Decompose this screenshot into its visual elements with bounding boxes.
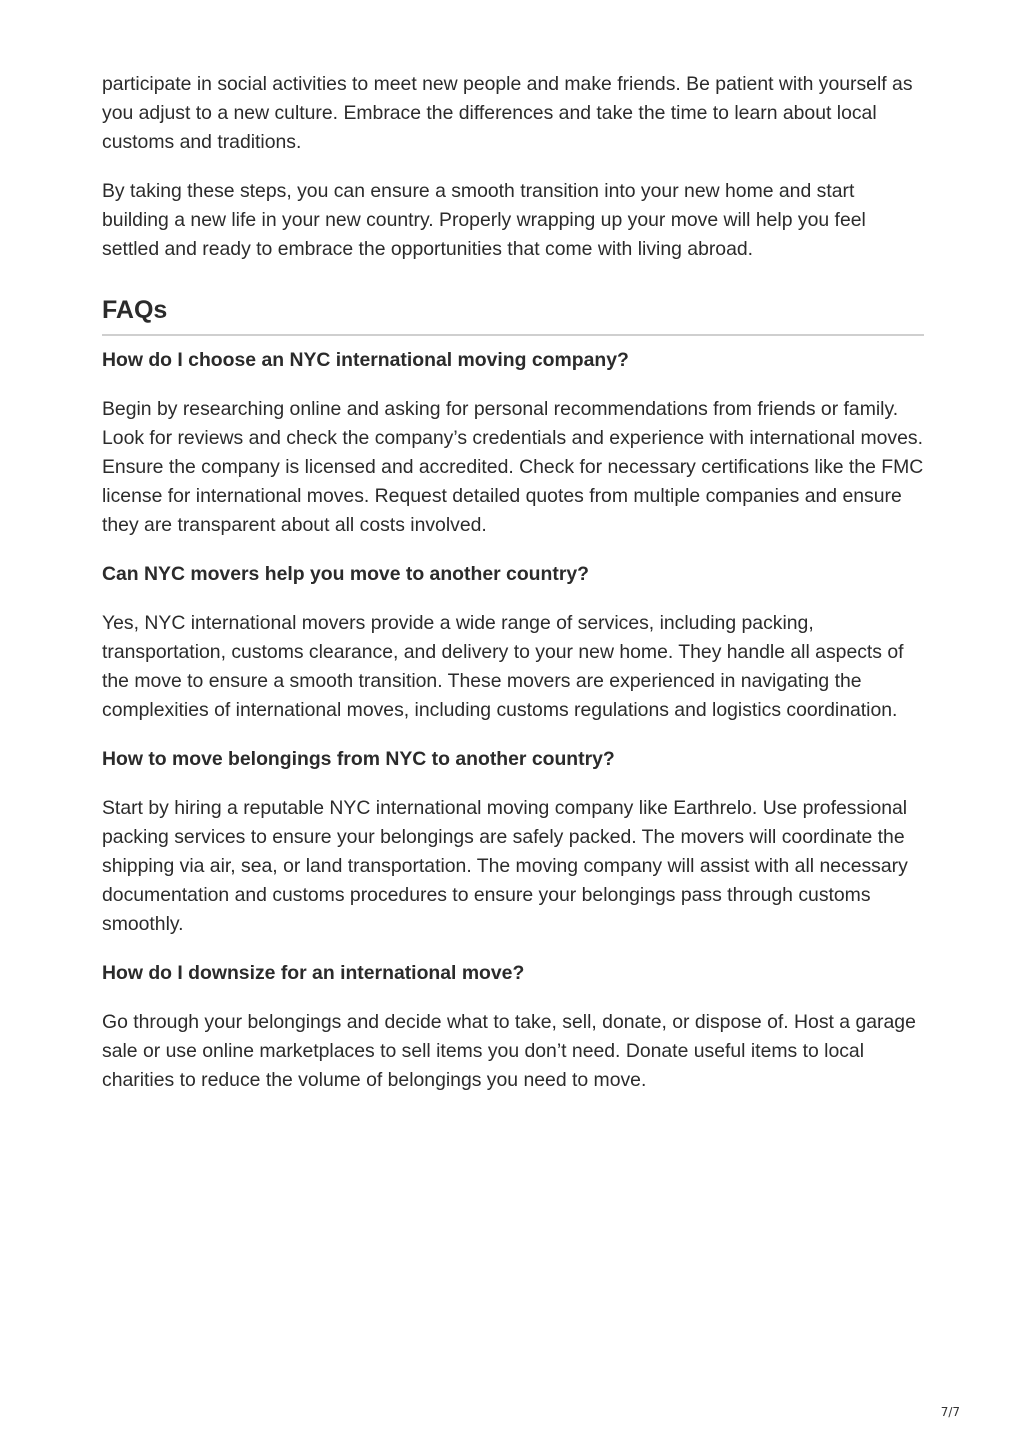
faq-answer: Go through your belongings and decide what to take, sell, donate, or dispose of. Host a garage sale or use online marketplaces to sell items you don’t need. Donate useful items to local charities to reduce the volume of belongings you need to move. [102,1011,916,1091]
document-body [102,70,924,1115]
faq-question: Can NYC movers help you move to another country? [102,563,590,585]
faq-answer: Begin by researching online and asking for personal recommendations from friends or family. Look for reviews and check the company’s credentials and experience with international moves. Ensure the company is licensed and accredited. Check for necessary certifications like the FMC license for international moves. Request detailed quotes from multiple companies and ensure they are transparent about all costs involved. [102,398,924,536]
faq-question: How do I choose an NYC international moving company? [102,349,629,371]
intro-paragraph-1: participate in social activities to meet new people and make friends. Be patient with yourself as you adjust to a new culture. Embrace the differences and take the time to learn about local customs and traditions. [102,73,913,153]
faq-question: How do I downsize for an international move? [102,962,525,984]
faqs-heading: FAQs [102,294,924,336]
faq-answer: Start by hiring a reputable NYC international moving company like Earthrelo. Use professional packing services to ensure your belongings are safely packed. The movers will coordinate the shipping via air, sea, or land transportation. The moving company will assist with all necessary documentation and customs procedures to ensure your belongings pass through customs smoothly. [102,797,908,935]
faq-item [102,346,924,540]
intro-paragraph-2: By taking these steps, you can ensure a smooth transition into your new home and start building a new life in your new country. Properly wrapping up your move will help you feel settled and ready to embrace the opportunities that come with living abroad. [102,180,866,260]
faq-question: How to move belongings from NYC to another country? [102,748,615,770]
page-number: 7/7 [940,1405,960,1419]
faq-item [102,745,924,939]
faq-item [102,959,924,1095]
faq-answer: Yes, NYC international movers provide a wide range of services, including packing, transportation, customs clearance, and delivery to your new home. They handle all aspects of the move to ensure a smooth transition. These movers are experienced in navigating the complexities of international moves, including customs regulations and logistics coordination. [102,612,904,721]
faq-item [102,560,924,725]
